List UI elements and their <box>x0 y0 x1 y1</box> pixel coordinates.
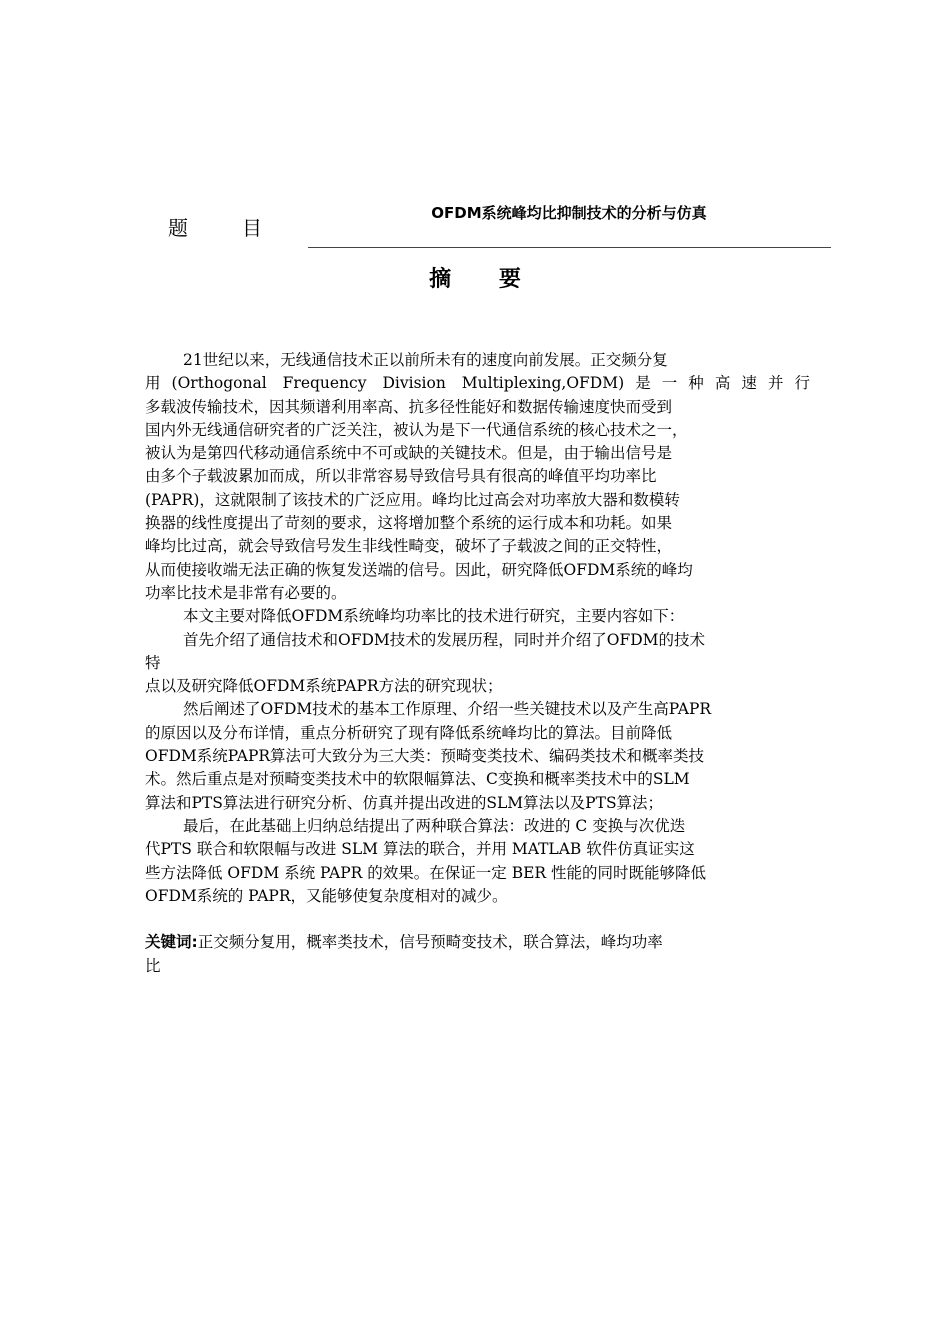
abstract-line: 些方法降低 OFDM 系统 PAPR 的效果。在保证一定 BER 性能的同时既能够降低 <box>145 863 706 882</box>
abstract-line: 本文主要对降低OFDM系统峰均功率比的技术进行研究，主要内容如下： <box>183 607 685 626</box>
abstract-line: 从而使接收端无法正确的恢复发送端的信号。因此，研究降低OFDM系统的峰均 <box>145 560 693 579</box>
abstract-line: 点以及研究降低OFDM系统PAPR方法的研究现状； <box>145 677 503 696</box>
abstract-line: OFDM系统的 PAPR，又能够使复杂度相对的减少。 <box>145 886 508 905</box>
abstract-line: 术。然后重点是对预畸变类技术中的软限幅算法、C变换和概率类技术中的SLM <box>145 770 690 789</box>
abstract-line: 国内外无线通信研究者的广泛关注，被认为是下一代通信系统的核心技术之一， <box>145 420 688 439</box>
abstract-line: 由多个子载波累加而成，所以非常容易导致信号具有很高的峰值平均功率比 <box>145 467 657 486</box>
abstract-line: 特 <box>145 653 161 672</box>
keywords-line-2: 比 <box>145 956 161 975</box>
title-underline <box>308 247 831 248</box>
keywords-line <box>145 931 810 954</box>
abstract-line: 用(Orthogonal Frequency Division Multiplexing,OFDM)是一种高速并行 <box>145 374 810 393</box>
abstract-line: 的原因以及分布详情，重点分析研究了现有降低系统峰均比的算法。目前降低 <box>145 723 673 742</box>
abstract-line: 首先介绍了通信技术和OFDM技术的发展历程，同时并介绍了OFDM的技术 <box>183 630 706 649</box>
abstract-line: 被认为是第四代移动通信系统中不可或缺的关键技术。但是，由于输出信号是 <box>145 444 673 463</box>
thesis-title: OFDM系统峰均比抑制技术的分析与仿真 <box>431 204 707 222</box>
abstract-line: 功率比技术是非常有必要的。 <box>145 583 347 602</box>
abstract-heading: 摘 要 <box>429 267 541 292</box>
paragraph-spacer <box>145 908 810 931</box>
abstract-line: 然后阐述了OFDM技术的基本工作原理、介绍一些关键技术以及产生高PAPR <box>183 700 712 719</box>
abstract-line: (PAPR)，这就限制了该技术的广泛应用。峰均比过高会对功率放大器和数模转 <box>145 490 680 509</box>
title-label: 题目 <box>168 216 316 240</box>
abstract-line: 最后，在此基础上归纳总结提出了两种联合算法：改进的 C 变换与次优迭 <box>183 816 686 835</box>
keywords-text: 正交频分复用，概率类技术，信号预畸变技术，联合算法，峰均功率 <box>197 933 663 952</box>
abstract-line: 峰均比过高，就会导致信号发生非线性畸变，破坏了子载波之间的正交特性， <box>145 537 673 556</box>
abstract-line: 算法和PTS算法进行研究分析、仿真并提出改进的SLM算法以及PTS算法； <box>145 793 664 812</box>
abstract-body <box>145 349 810 978</box>
keywords-label: 关键词: <box>145 933 198 952</box>
abstract-line: 换器的线性度提出了苛刻的要求，这将增加整个系统的运行成本和功耗。如果 <box>145 514 673 533</box>
abstract-line: OFDM系统PAPR算法可大致分为三大类：预畸变类技术、编码类技术和概率类技 <box>145 747 705 766</box>
abstract-line: 代PTS 联合和软限幅与改进 SLM 算法的联合，并用 MATLAB 软件仿真证实这 <box>145 840 695 859</box>
abstract-line: 多载波传输技术，因其频谱利用率高、抗多径性能好和数据传输速度快而受到 <box>145 397 673 416</box>
abstract-line: 21世纪以来，无线通信技术正以前所未有的速度向前发展。正交频分复 <box>183 351 668 369</box>
